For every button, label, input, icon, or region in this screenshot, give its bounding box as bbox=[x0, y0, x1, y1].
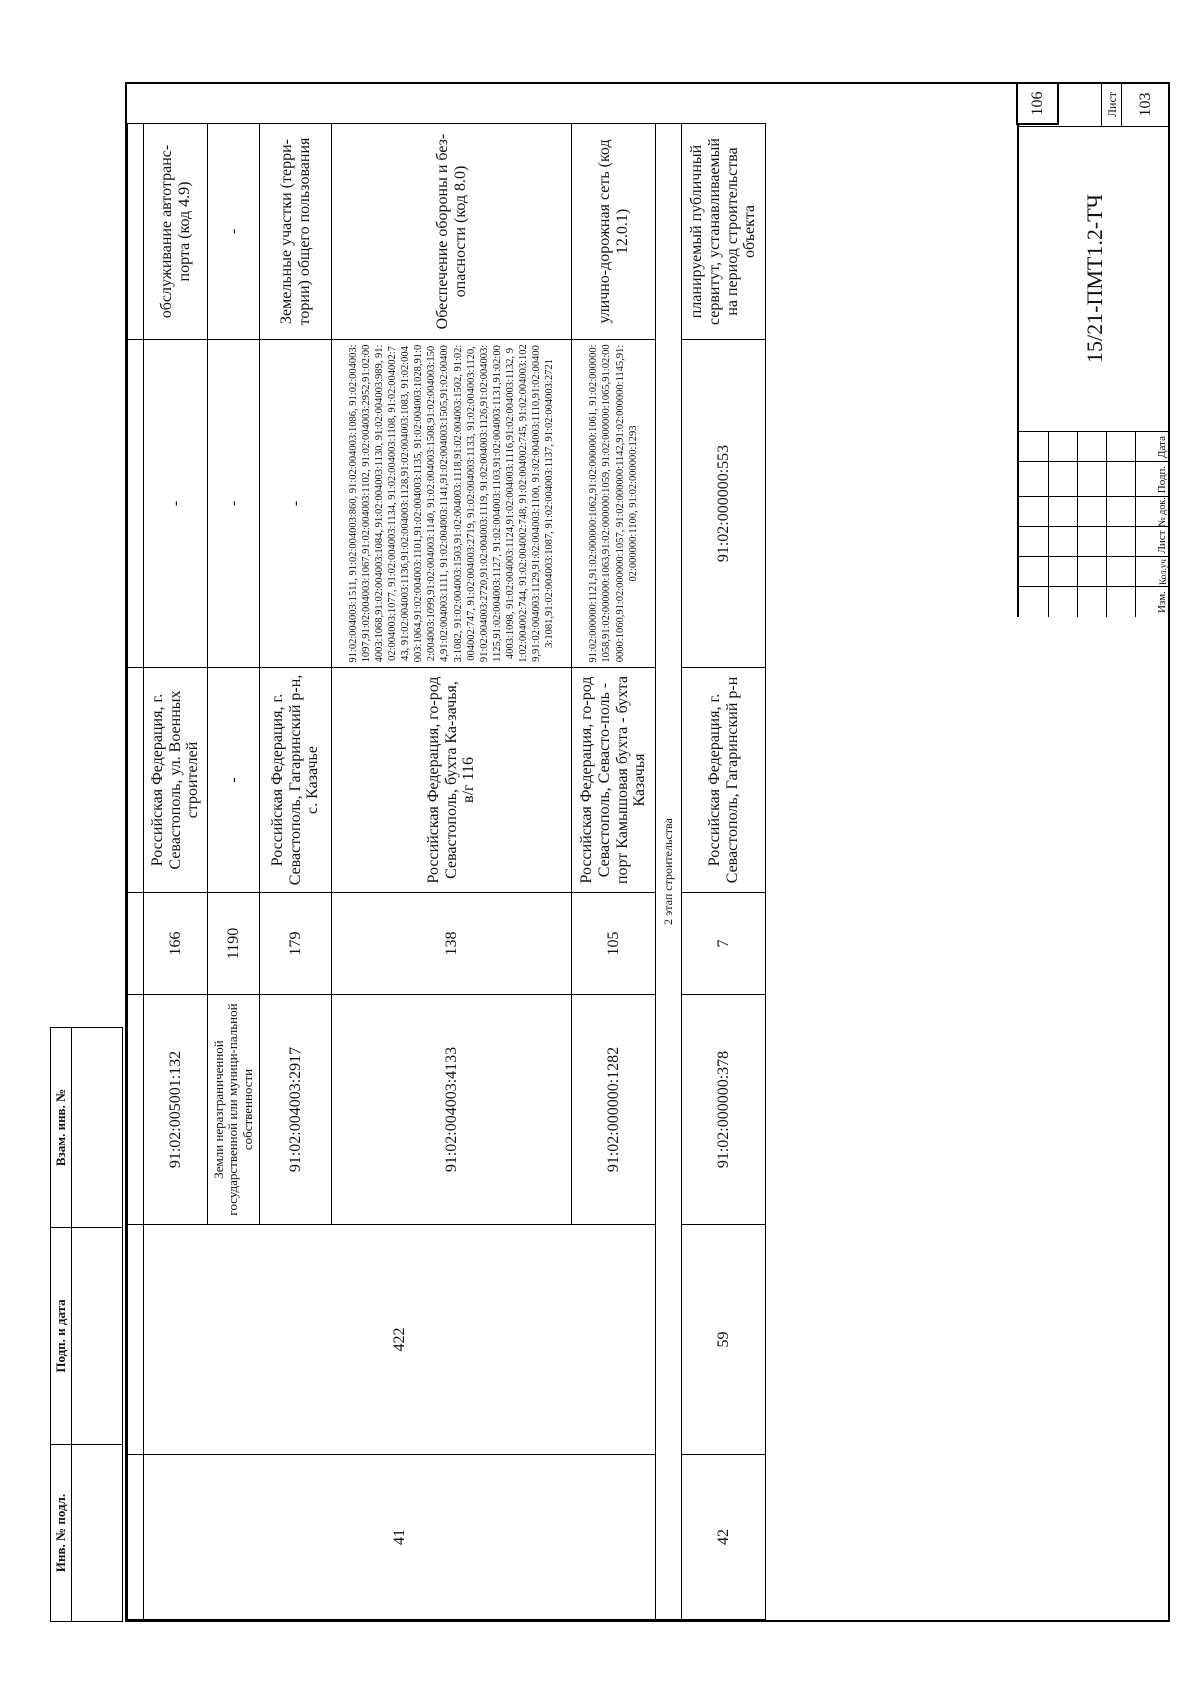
sheet-label: Лист bbox=[1101, 83, 1122, 126]
sheet-frame bbox=[125, 82, 1170, 1622]
table-row bbox=[128, 124, 144, 1620]
cadastral-number: 91:02:004003:4133 bbox=[332, 995, 572, 1225]
plot-area: 105 bbox=[572, 893, 656, 995]
grid-line bbox=[1048, 432, 1049, 617]
revision-grid bbox=[1019, 432, 1170, 617]
plot-address: Российская Федерация, г. Севастополь, ул. Военных строителей bbox=[144, 668, 208, 893]
stamp-header: № док. bbox=[1157, 497, 1168, 527]
plot-address: Российская Федерация, го-род Севастополь, Севасто-поль - порт Камышовая бухта - бухта Казачья bbox=[572, 668, 656, 893]
grid-line bbox=[1019, 526, 1170, 527]
cadastral-number: 91:02:000000:1282 bbox=[572, 995, 656, 1225]
permitted-use: планируемый публичный сервитут, устанавливаемый на период строительства объекта bbox=[682, 124, 766, 340]
inv-no-label: Инв. № подл. bbox=[50, 1444, 72, 1622]
grid-line bbox=[1106, 432, 1107, 617]
replace-inv-value bbox=[71, 1027, 123, 1228]
plot-area: 138 bbox=[332, 893, 572, 995]
cadastral-quarters: - bbox=[260, 340, 332, 668]
plot-address: Российская Федерация, г. Севастополь, Гагаринский р-н, с. Казачье bbox=[260, 668, 332, 893]
stage-label: 2 этап строительства bbox=[656, 124, 682, 1620]
stamp-header: Лист bbox=[1156, 530, 1168, 554]
row-total-area: 422 bbox=[144, 1225, 656, 1455]
permitted-use: Обеспечение обороны и без-опасности (код 8.0) bbox=[332, 124, 572, 340]
title-block bbox=[1017, 82, 1170, 617]
inv-no-value bbox=[71, 1444, 123, 1622]
plot-address: Российская Федерация, г. Севастополь, Гагаринский р-н bbox=[682, 668, 766, 893]
stamp-header: Кол.уч bbox=[1158, 559, 1168, 585]
stamp-header: Изм. bbox=[1156, 591, 1168, 613]
cadastral-number: 91:02:005001:132 bbox=[144, 995, 208, 1225]
cadastral-cell bbox=[128, 995, 144, 1225]
permitted-use: Земельные участки (терри-тории) общего пользования bbox=[260, 124, 332, 340]
row-number: 41 bbox=[144, 1455, 656, 1620]
sign-date-label: Подп. и дата bbox=[50, 1227, 72, 1445]
land-plot-table bbox=[127, 123, 766, 1620]
cadastral-quarters: 91:02:000000:553 bbox=[682, 340, 766, 668]
sheet-number: 103 bbox=[1121, 83, 1170, 126]
address-cell bbox=[128, 668, 144, 893]
permitted-use: - bbox=[208, 124, 260, 340]
grid-line bbox=[1019, 556, 1170, 557]
grid-line bbox=[1019, 586, 1170, 587]
table-row bbox=[144, 124, 208, 1620]
permitted-use: улично-дорожная сеть (код 12.0.1) bbox=[572, 124, 656, 340]
stage-row bbox=[656, 124, 682, 1620]
cadastral-number: Земли неразграниченной государственной или муници-пальной собственности bbox=[208, 995, 260, 1225]
permitted-use: обслуживание автотранс-порта (код 4.9) bbox=[144, 124, 208, 340]
quarters-cell bbox=[128, 340, 144, 668]
grid-line bbox=[1019, 461, 1170, 462]
sign-date-value bbox=[71, 1227, 123, 1445]
row-number: 42 bbox=[682, 1455, 766, 1620]
cadastral-quarters: 91:02:000000:1121,91:02:000000:1062,91:02:000000:1061, 91:02:000000:1058,91:02:000000:1063,91:02:000000:1059, 91:02:000000:1065,91:02:000000:1060,91:02:000000:1057, 91:02:000000:1142,91:02:000000:1145,91:02:000000:1100, 91:02:000000:1293 bbox=[572, 340, 656, 668]
cadastral-number: 91:02:004003:2917 bbox=[260, 995, 332, 1225]
page-number: 106 bbox=[1016, 82, 1059, 125]
grid-line bbox=[1135, 432, 1136, 617]
grid-line bbox=[1077, 432, 1078, 617]
plot-area: 1190 bbox=[208, 893, 260, 995]
plot-address: - bbox=[208, 668, 260, 893]
cadastral-quarters: - bbox=[208, 340, 260, 668]
cadastral-quarters: - bbox=[144, 340, 208, 668]
area-cell bbox=[128, 893, 144, 995]
cadastral-quarters: 91:02:004003:1511, 91:02:004003:860, 91:02:004003:1086, 91:02:004003:1097,91:02:004003:1067,91:02:004003:1102, 91:02:004003:2952,91:02:004003:1068,91:02:004003:1084, 91:02:004003:1130, 91:02:004003:989, 91:02:004003:1077, 91:02:004003:1134, 91:02:004003:1108, 91:02:004002:743, 91:02:004003:1136,91:02:004003:1128,91:02:004003:1083, 91:02:004003:1064,91:02:004003:1101,91:02:004003:1135, 91:02:004003:1028,91:02:004003:1099,91:02:004003:1140, 91:02:004003:1508,91:02:004003:1504,91:02:004003:1111, 91:02:004003:1141,91:02:004003:1505,91:02:004003:1082, 91:02:004003:1503,91:02:004003:1118,91:02:004003:1502, 91:02:004002:747, 91:02:004003:2719, 91:02:004003:1133, 91:02:004003:1120,91:02:004003:2720,91:02:004003:1119, 91:02:004003:1126,91:02:004003:1125,91:02:004003:1127, 91:02:004003:1103,91:02:004003:1131,91:02:004003:1098, 91:02:004003:1124,91:02:004003:1116,91:02:004003:1132, 91:02:004002:744, 91:02:004002:748, 91:02:004002:745, 91:02:004003:1029,91:02:004003:1129,91:02:004003:1100, 91:02:004003:1110,91:02:004003:1081,91:02:004003:1087, 91:02:004003:1137, 91:02:004003:2721 bbox=[332, 340, 572, 668]
num-cell bbox=[128, 1455, 144, 1620]
table-row bbox=[682, 124, 766, 1620]
cadastral-number: 91:02:000000:378 bbox=[682, 995, 766, 1225]
plot-area: 7 bbox=[682, 893, 766, 995]
stamp-header: Дата bbox=[1156, 436, 1168, 458]
grid-line bbox=[1019, 496, 1170, 497]
document-code: 15/21-ПМТ1.2-ТЧ bbox=[1019, 126, 1170, 432]
plot-area: 179 bbox=[260, 893, 332, 995]
stamp-header: Подп. bbox=[1156, 465, 1168, 494]
approval-strip bbox=[50, 1027, 122, 1622]
total-cell bbox=[128, 1225, 144, 1455]
row-total-area: 59 bbox=[682, 1225, 766, 1455]
replace-inv-label: Взам. инв. № bbox=[50, 1027, 72, 1228]
plot-area: 166 bbox=[144, 893, 208, 995]
plot-address: Российская Федерация, го-род Севастополь, бухта Ка-зачья, в/г 116 bbox=[332, 668, 572, 893]
purpose-cell bbox=[128, 124, 144, 340]
